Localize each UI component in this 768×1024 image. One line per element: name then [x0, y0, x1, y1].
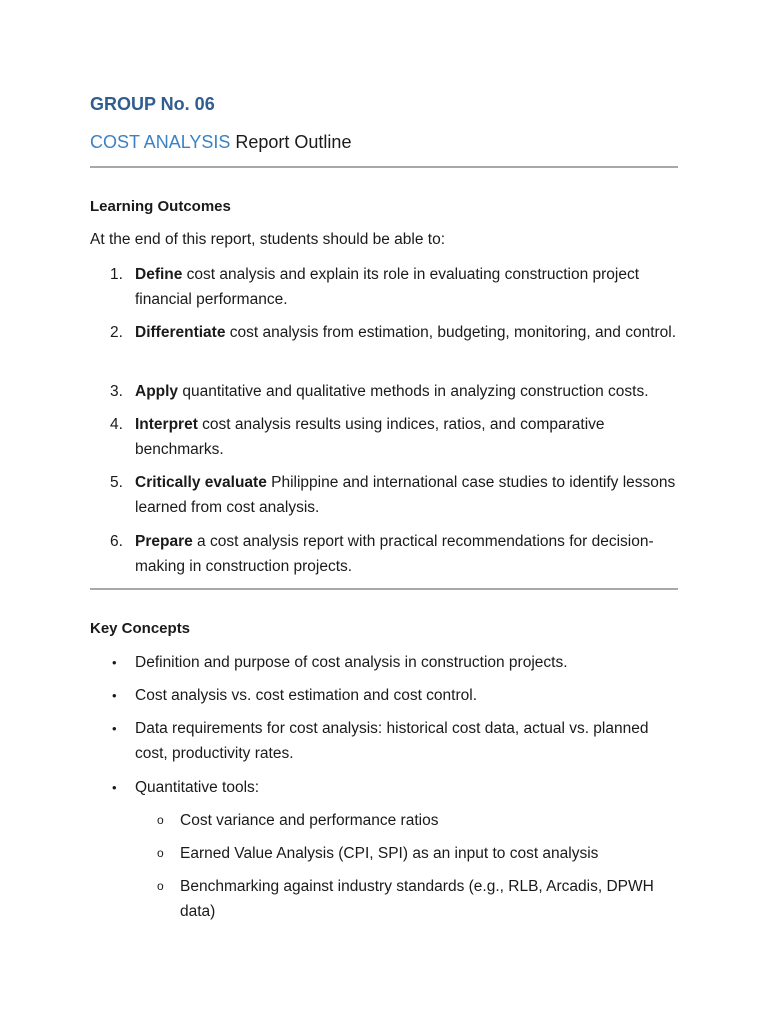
report-title	[90, 132, 351, 153]
circle-bullet-icon: o	[157, 846, 164, 860]
report-title-rest: Report Outline	[230, 132, 352, 152]
key-concepts-heading: Key Concepts	[90, 620, 191, 637]
divider	[90, 588, 678, 590]
outcome-text: quantitative and qualitative methods in analyzing construction costs.	[178, 383, 649, 400]
outcome-item	[90, 379, 678, 404]
outcome-verb: Define	[135, 266, 183, 283]
outcome-number: 4.	[110, 416, 123, 433]
bullet-icon: •	[112, 655, 117, 670]
group-title: GROUP No. 06	[90, 94, 215, 114]
outcome-number: 3.	[110, 383, 123, 400]
concept-item	[90, 683, 678, 708]
sub-concept-item	[90, 874, 678, 924]
outcome-item	[90, 529, 678, 579]
outcome-text: cost analysis from estimation, budgeting, monitoring, and control.	[225, 324, 677, 341]
outcome-item	[90, 470, 678, 520]
outcome-number: 5.	[110, 474, 123, 491]
outcome-text: cost analysis and explain its role in evaluating construction project financial performance.	[135, 266, 640, 308]
circle-bullet-icon: o	[157, 879, 164, 893]
concept-text: Data requirements for cost analysis: historical cost data, actual vs. planned cost, productivity rates.	[135, 720, 649, 762]
sub-concept-text: Cost variance and performance ratios	[180, 812, 439, 829]
outcome-text: a cost analysis report with practical recommendations for decision-making in construction projects.	[135, 533, 654, 575]
outcome-verb: Prepare	[135, 533, 193, 550]
outcome-number: 6.	[110, 533, 123, 550]
bullet-icon: •	[112, 688, 117, 703]
outcome-text: Philippine and international case studies to identify lessons learned from cost analysis.	[135, 474, 676, 516]
concept-text: Cost analysis vs. cost estimation and cost control.	[135, 687, 478, 704]
sub-concept-item	[90, 841, 678, 866]
outcome-verb: Interpret	[135, 416, 198, 433]
sub-concept-text: Benchmarking against industry standards (e.g., RLB, Arcadis, DPWH data)	[180, 878, 654, 920]
report-title-accent: COST ANALYSIS	[90, 132, 231, 152]
learning-outcomes-intro: At the end of this report, students should be able to:	[90, 231, 446, 248]
concept-text: Definition and purpose of cost analysis in construction projects.	[135, 654, 568, 671]
outcome-item	[90, 320, 678, 345]
concept-text: Quantitative tools:	[135, 779, 260, 796]
outcome-number: 2.	[110, 324, 123, 341]
outcome-verb: Apply	[135, 383, 179, 400]
learning-outcomes-heading: Learning Outcomes	[90, 198, 231, 215]
sub-concept-item	[90, 808, 678, 833]
circle-bullet-icon: o	[157, 813, 164, 827]
sub-concept-text: Earned Value Analysis (CPI, SPI) as an input to cost analysis	[180, 845, 599, 862]
outcome-text: cost analysis results using indices, ratios, and comparative benchmarks.	[135, 416, 605, 458]
outcome-verb: Differentiate	[135, 324, 226, 341]
divider	[90, 166, 678, 168]
concept-item	[90, 650, 678, 675]
outcome-verb: Critically evaluate	[135, 474, 267, 491]
outcome-number: 1.	[110, 266, 123, 283]
concept-item	[90, 775, 678, 800]
outcome-item	[90, 262, 678, 312]
outcome-item	[90, 412, 678, 462]
bullet-icon: •	[112, 780, 117, 795]
concept-item	[90, 716, 678, 766]
bullet-icon: •	[112, 721, 117, 736]
